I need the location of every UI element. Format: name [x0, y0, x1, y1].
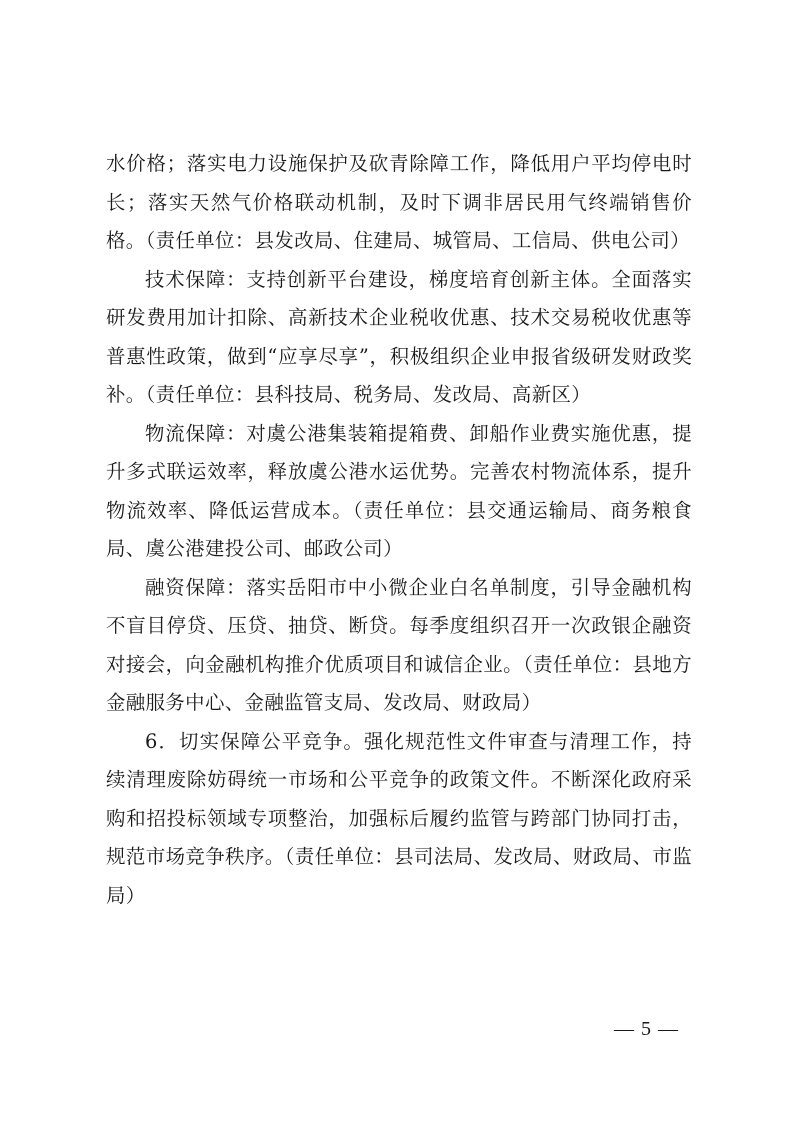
paragraph-logistics-support: 物流保障：对虞公港集装箱提箱费、卸船作业费实施优惠，提升多式联运效率，释放虞公港水运优势。完善农村物流体系，提升物流效率、降低运营成本。（责任单位：县交通运输局、商务粮食局、虞公港建投公司、邮政公司）: [106, 421, 692, 560]
body-text: [106, 145, 692, 915]
page-number: — 5 —: [614, 1018, 679, 1040]
paragraph-tech-support: 技术保障：支持创新平台建设，梯度培育创新主体。全面落实研发费用加计扣除、高新技术企业税收优惠、技术交易税收优惠等普惠性政策，做到“应享尽享”，积极组织企业申报省级研发财政奖补。（责任单位：县科技局、税务局、发改局、高新区）: [106, 267, 692, 406]
paragraph-price-continuation: 水价格；落实电力设施保护及砍青除障工作，降低用户平均停电时长；落实天然气价格联动机制，及时下调非居民用气终端销售价格。（责任单位：县发改局、住建局、城管局、工信局、供电公司）: [106, 152, 692, 252]
paragraph-fair-competition: 6．切实保障公平竞争。强化规范性文件审查与清理工作，持续清理废除妨碍统一市场和公平竞争的政策文件。不断深化政府采购和招投标领域专项整治，加强标后履约监管与跨部门协同打击，规范市场竞争秩序。（责任单位：县司法局、发改局、财政局、市监局）: [106, 729, 692, 907]
paragraph-financing-support: 融资保障：落实岳阳市中小微企业白名单制度，引导金融机构不盲目停贷、压贷、抽贷、断贷。每季度组织召开一次政银企融资对接会，向金融机构推介优质项目和诚信企业。（责任单位：县地方金融服务中心、金融监管支局、发改局、财政局）: [106, 575, 692, 714]
